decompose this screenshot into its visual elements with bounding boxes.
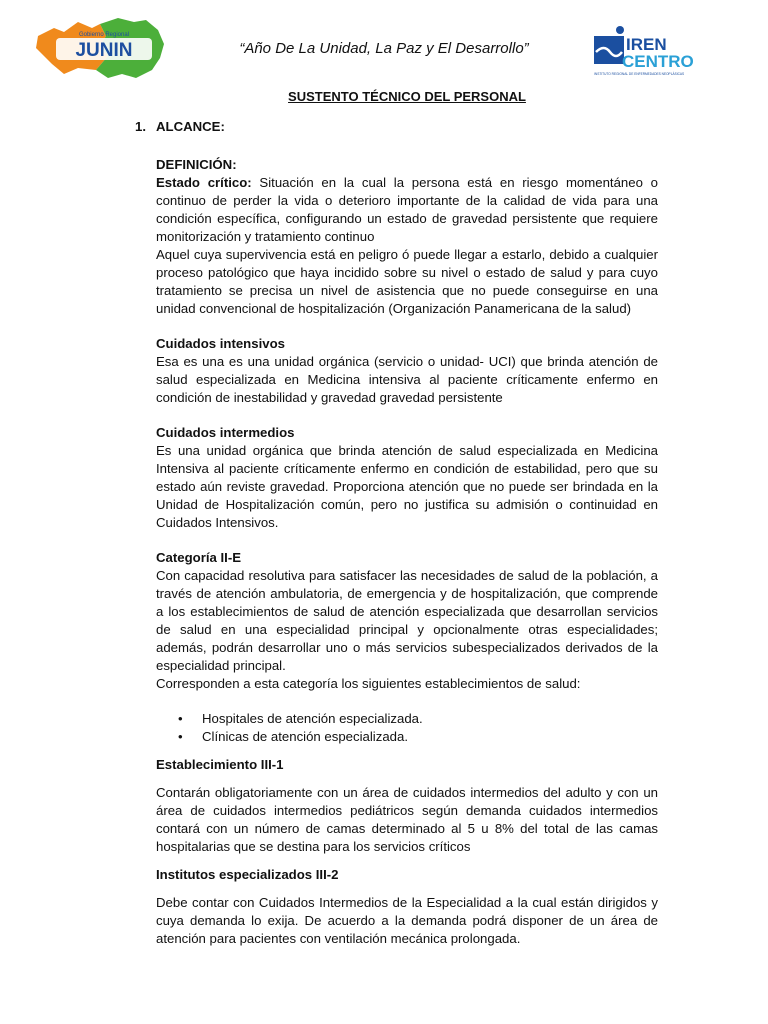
cuidados-intensivos-heading: Cuidados intensivos	[156, 336, 285, 351]
categoria-paragraph-2: Corresponden a esta categoría los siguientes establecimientos de salud:	[156, 676, 581, 691]
list-item: • Hospitales de atención especializada.	[178, 711, 423, 726]
cuidados-intermedios-paragraph: Es una unidad orgánica que brinda atención de salud especializada en Medicina Intensiva al paciente críticamente enfermo en condición de estabilidad, pero que su estado aún reviste gravedad. Proporciona atención que no puede ser brindada en la Unidad de Hospitalización común, pero no justifica su admisión o continuidad en Cuidados Intensivos.	[156, 443, 658, 530]
estado-critico-paragraph	[156, 174, 658, 246]
estado-critico-text: Situación en la cual la persona está en riesgo momentáneo o continuo de perder la vida o deterioro importante de la calidad de vida para una condición específica, configurando un estado de gravedad persistente que requiere monitorización y tratamiento continuo	[156, 175, 658, 244]
establecimiento-paragraph: Contarán obligatoriamente con un área de cuidados intermedios del adulto y con un área de cuidados intermedios pediátricos según demanda cuidados intermedios contará con un número de camas determinado al 5 u 8% del total de las camas hospitalarias que se destina para los servicios críticos	[156, 785, 658, 854]
institutos-heading: Institutos especializados III-2	[156, 867, 339, 882]
document-title: SUSTENTO TÉCNICO DEL PERSONAL	[288, 89, 526, 104]
iren-logo-dot	[616, 26, 624, 34]
establecimiento-heading: Establecimiento III-1	[156, 757, 284, 772]
section-heading	[135, 118, 658, 136]
bullet-icon: •	[178, 729, 183, 744]
section-number: 1.	[135, 119, 146, 134]
definicion-heading: DEFINICIÓN:	[156, 157, 237, 172]
estado-critico-paragraph-2: Aquel cuya supervivencia está en peligro ó puede llegar a estarlo, debido a cualquier proceso patológico que haya incidido sobre su nivel o estado de salud y para cuyo tratamiento se precisa un nivel de asistencia que no puede conseguirse en una unidad convencional de hospitalización (Organización Panamericana de la salud)	[156, 247, 658, 316]
bullet-icon: •	[178, 711, 183, 726]
iren-logo-caption: INSTITUTO REGIONAL DE ENFERMEDADES NEOPLÁSICAS	[594, 72, 685, 76]
iren-logo-text-top: IREN	[626, 35, 667, 54]
header-motto: “Año De La Unidad, La Paz y El Desarrollo”	[239, 40, 529, 57]
cuidados-intermedios-heading: Cuidados intermedios	[156, 425, 295, 440]
junin-logo-tagline: Gobierno Regional	[78, 32, 130, 38]
list-item: • Clínicas de atención especializada.	[178, 729, 408, 744]
iren-logo-text-bottom: CENTRO	[622, 52, 694, 71]
page-header	[0, 0, 768, 90]
categoria-paragraph: Con capacidad resolutiva para satisfacer las necesidades de salud de la población, a través de atención ambulatoria, de emergencia y de hospitalización, que comprende a los establecimientos de salud de atención especializada que desarrollan servicios de salud en una especialidad principal y opcionalmente otras especialidades; además, podrán desarrollar uno o más servicios subespecializados derivados de la especialidad principal.	[156, 568, 658, 673]
junin-logo-text: JUNIN	[75, 40, 133, 61]
categoria-heading: Categoría II-E	[156, 550, 242, 565]
iren-centro-logo	[592, 22, 720, 78]
section-heading-text: ALCANCE:	[156, 119, 225, 134]
institutos-paragraph: Debe contar con Cuidados Intermedios de la Especialidad a la cual están dirigidos y cuya demanda lo exija. De acuerdo a la demanda podrá disponer de un área de atención para pacientes con ventilación mecánica prolongada.	[156, 895, 658, 946]
cuidados-intensivos-paragraph: Esa es una es una unidad orgánica (servicio o unidad- UCI) que brinda atención de salud especializada en Medicina intensiva al paciente críticamente enfermo en condición de inestabilidad y gravedad gravedad persistente	[156, 354, 658, 405]
estado-critico-label: Estado crítico:	[156, 175, 252, 190]
establishment-list	[156, 710, 658, 746]
document-body	[135, 88, 658, 948]
